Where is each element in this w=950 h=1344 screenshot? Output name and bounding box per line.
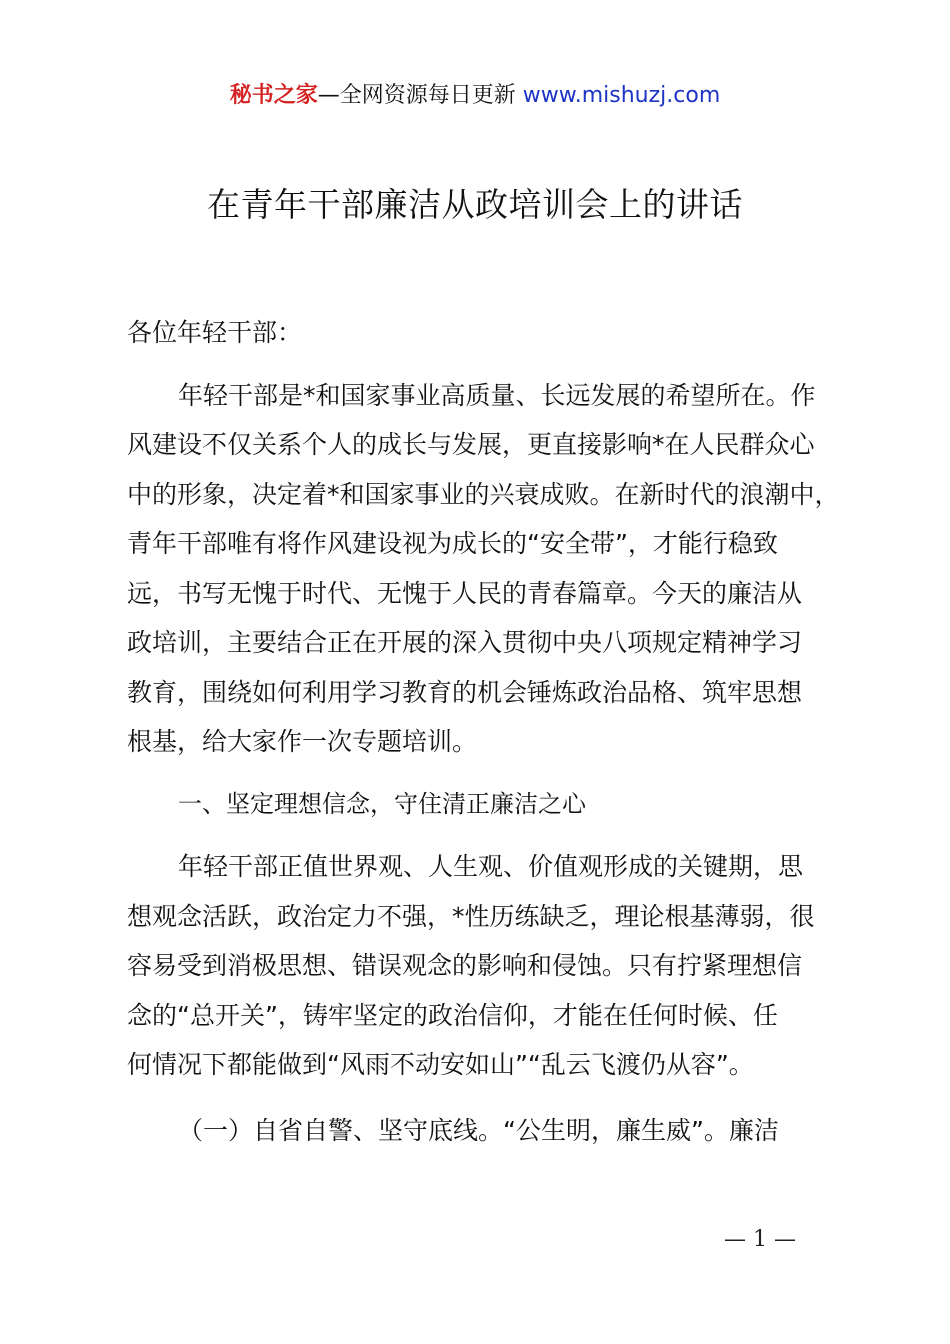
page-number: — 1 — [724,1227,796,1252]
site-header [0,80,950,112]
salutation: 各位年轻干部： [127,318,303,347]
paragraph-line: 教育，围绕如何利用学习教育的机会锤炼政治品格、筑牢思想 [127,677,803,707]
document-title: 在青年干部廉洁从政培训会上的讲话 [207,185,743,224]
paragraph-line: 念的“总开关”，铸牢坚定的政治信仰，才能在任何时候、任 [127,1000,778,1030]
site-url-link[interactable]: www.mishuzj.com [522,83,721,108]
brand-name: 秘书之家 [229,83,318,108]
paragraph-line: 中的形象，决定着*和国家事业的兴衰成败。在新时代的浪潮中， [127,479,840,509]
paragraph-line: 根基，给大家作一次专题培训。 [127,727,478,756]
document-body [127,308,839,1155]
paragraph-subsection [127,1106,839,1156]
header-tagline: —全网资源每日更新 [317,83,516,108]
paragraph-line: 何情况下都能做到“风雨不动安如山”“乱云飞渡仍从容”。 [127,1050,754,1079]
paragraph-section-one [127,842,839,1090]
paragraph-line: 容易受到消极思想、错误观念的影响和侵蚀。只有拧紧理想信 [127,951,803,980]
paragraph-line: 年轻干部是*和国家事业高质量、长远发展的希望所在。作 [178,380,816,410]
paragraph-line: 想观念活跃，政治定力不强，*性历练缺乏，理论根基薄弱，很 [127,901,815,931]
paragraph-line: 远，书写无愧于时代、无愧于人民的青春篇章。今天的廉洁从 [127,578,803,608]
section-heading: 一、坚定理想信念，守住清正廉洁之心 [178,789,586,818]
paragraph-intro [127,371,839,767]
paragraph-line: 政培训，主要结合正在开展的深入贯彻中央八项规定精神学习 [127,628,803,657]
paragraph-line: 风建设不仅关系个人的成长与发展，更直接影响*在人民群众心 [127,430,815,459]
paragraph-line: 青年干部唯有将作风建设视为成长的“安全带”，才能行稳致 [127,529,778,558]
paragraph-line: （一）自省自警、坚守底线。“公生明，廉生威”。廉洁 [178,1115,779,1145]
paragraph-line: 年轻干部正值世界观、人生观、价值观形成的关键期，思 [178,852,804,881]
